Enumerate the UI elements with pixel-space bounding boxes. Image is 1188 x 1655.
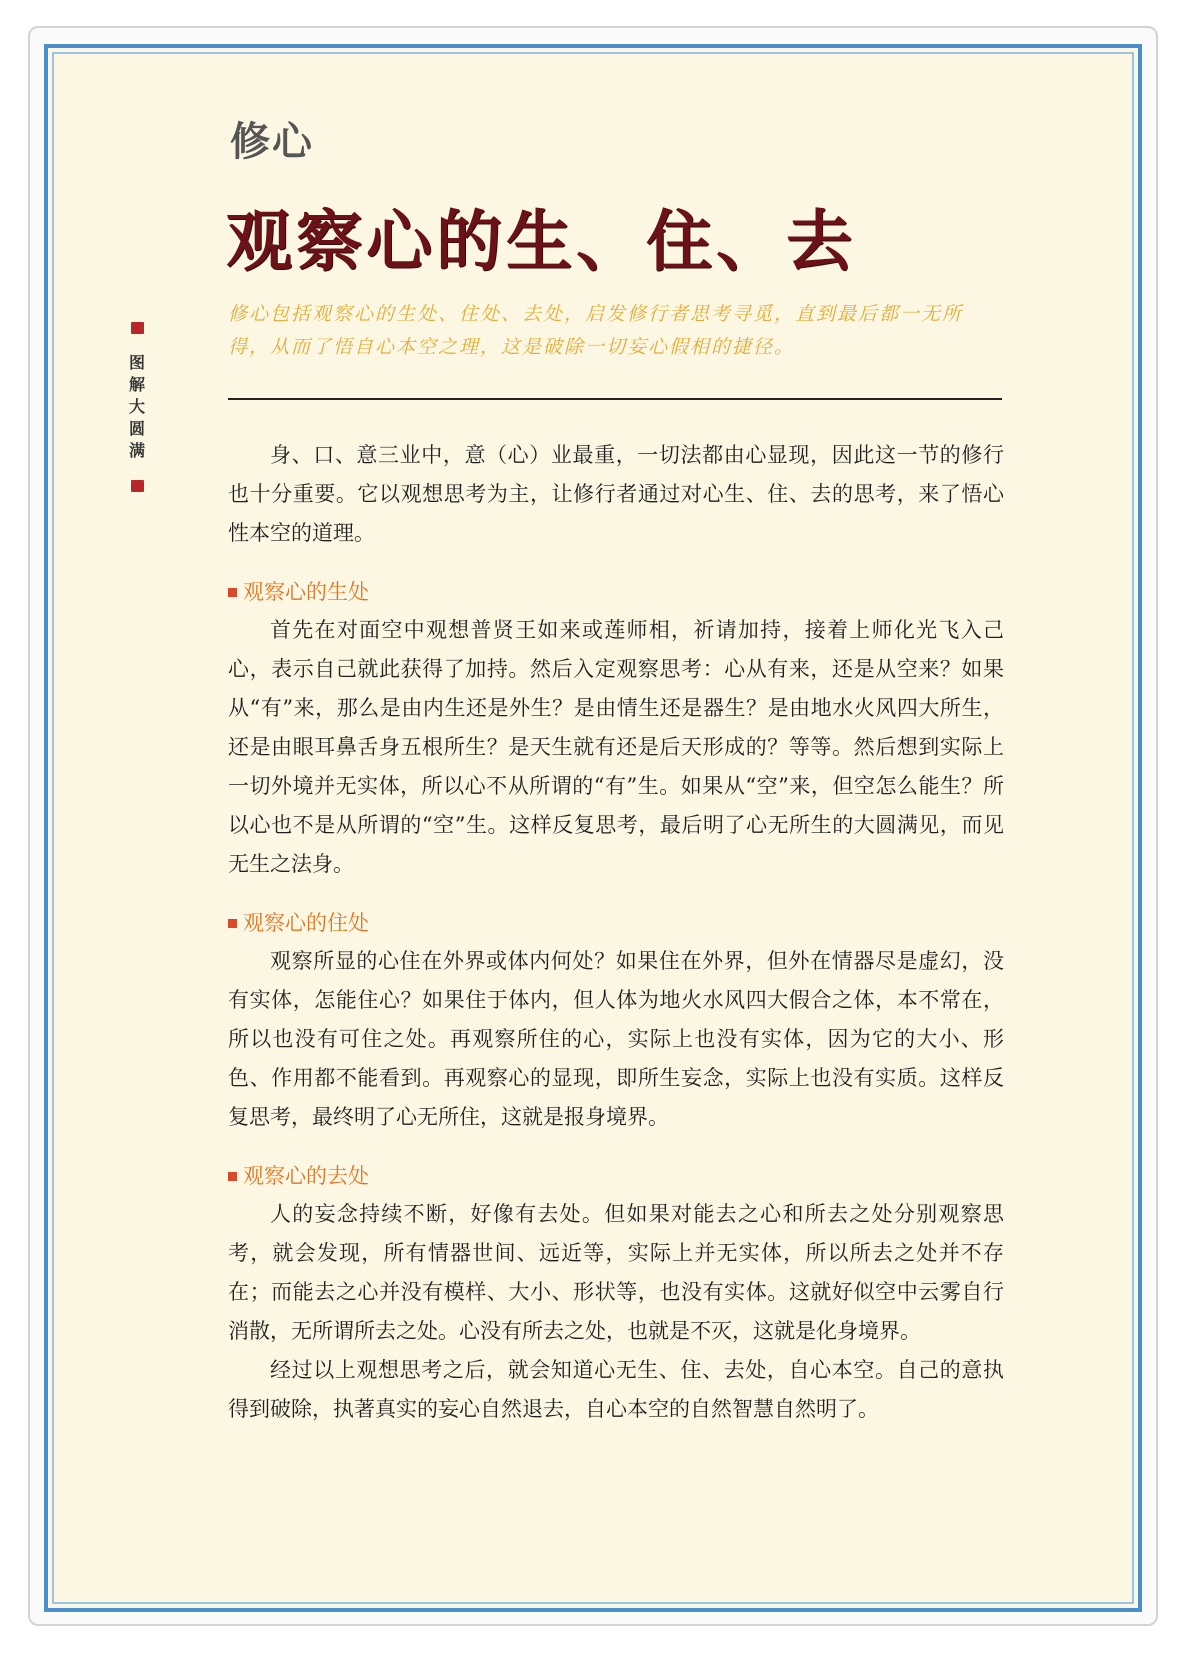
seal-icon (131, 322, 144, 334)
section-departure (228, 1159, 1004, 1429)
seal-icon (131, 480, 144, 492)
section-abiding (228, 906, 1004, 1137)
intro-paragraph: 身、口、意三业中，意（心）业最重，一切法都由心显现，因此这一节的修行也十分重要。它以观想思考为主，让修行者通过对心生、住、去的思考，来了悟心性本空的道理。 (228, 443, 1004, 545)
sidebar-label-char: 解 (128, 375, 145, 394)
sidebar-label (126, 352, 148, 462)
section-heading-label: 观察心的生处 (243, 580, 369, 604)
sidebar-label-char: 满 (128, 441, 145, 460)
square-bullet-icon (228, 1172, 237, 1181)
sidebar-book-label (126, 322, 148, 492)
section-birth (228, 575, 1004, 884)
section-heading (228, 1159, 1004, 1193)
section-paragraph: 经过以上观想思考之后，就会知道心无生、住、去处，自心本空。自己的意执得到破除，执著真实的妄心自然退去，自心本空的自然智慧自然明了。 (228, 1358, 1004, 1421)
section-heading (228, 575, 1004, 609)
summary-text: 修心包括观察心的生处、住处、去处，启发修行者思考寻觅，直到最后都一无所得，从而了悟自心本空之理，这是破除一切妄心假相的捷径。 (228, 303, 964, 358)
section-paragraph: 观察所显的心住在外界或体内何处？如果住在外界，但外在情器尽是虚幻，没有实体，怎能住心？如果住于体内，但人体为地火水风四大假合之体，本不常在，所以也没有可住之处。再观察所住的心，实际上也没有实体，因为它的大小、形色、作用都不能看到。再观察心的显现，即所生妄念，实际上也没有实质。这样反复思考，最终明了心无所住，这就是报身境界。 (228, 949, 1004, 1129)
sidebar-label-char: 圆 (128, 419, 145, 438)
section-heading (228, 906, 1004, 940)
chapter-kicker: 修心 (230, 119, 314, 165)
main-content (228, 436, 1004, 1429)
divider-rule (228, 398, 1002, 400)
section-paragraph: 人的妄念持续不断，好像有去处。但如果对能去之心和所去之处分别观察思考，就会发现，所有情器世间、远近等，实际上并无实体，所以所去之处并不存在；而能去之心并没有模样、大小、形状等，也没有实体。这就好似空中云雾自行消散，无所谓所去之处。心没有所去之处，也就是不灭，这就是化身境界。 (228, 1202, 1004, 1343)
square-bullet-icon (228, 919, 237, 928)
page-title: 观察心的生、住、去 (226, 202, 856, 280)
section-paragraph: 首先在对面空中观想普贤王如来或莲师相，祈请加持，接着上师化光飞入己心，表示自己就此获得了加持。然后入定观察思考：心从有来，还是从空来？如果从“有”来，那么是由内生还是外生？是由情生还是器生？是由地水火风四大所生，还是由眼耳鼻舌身五根所生？是天生就有还是后天形成的？等等。然后想到实际上一切外境并无实体，所以心不从所谓的“有”生。如果从“空”来，但空怎么能生？所以心也不是从所谓的“空”生。这样反复思考，最后明了心无所生的大圆满见，而见无生之法身。 (228, 618, 1004, 876)
section-heading-label: 观察心的去处 (243, 1164, 369, 1188)
sidebar-label-char: 大 (128, 397, 145, 416)
square-bullet-icon (228, 588, 237, 597)
sidebar-label-char: 图 (128, 353, 145, 372)
section-heading-label: 观察心的住处 (243, 911, 369, 935)
